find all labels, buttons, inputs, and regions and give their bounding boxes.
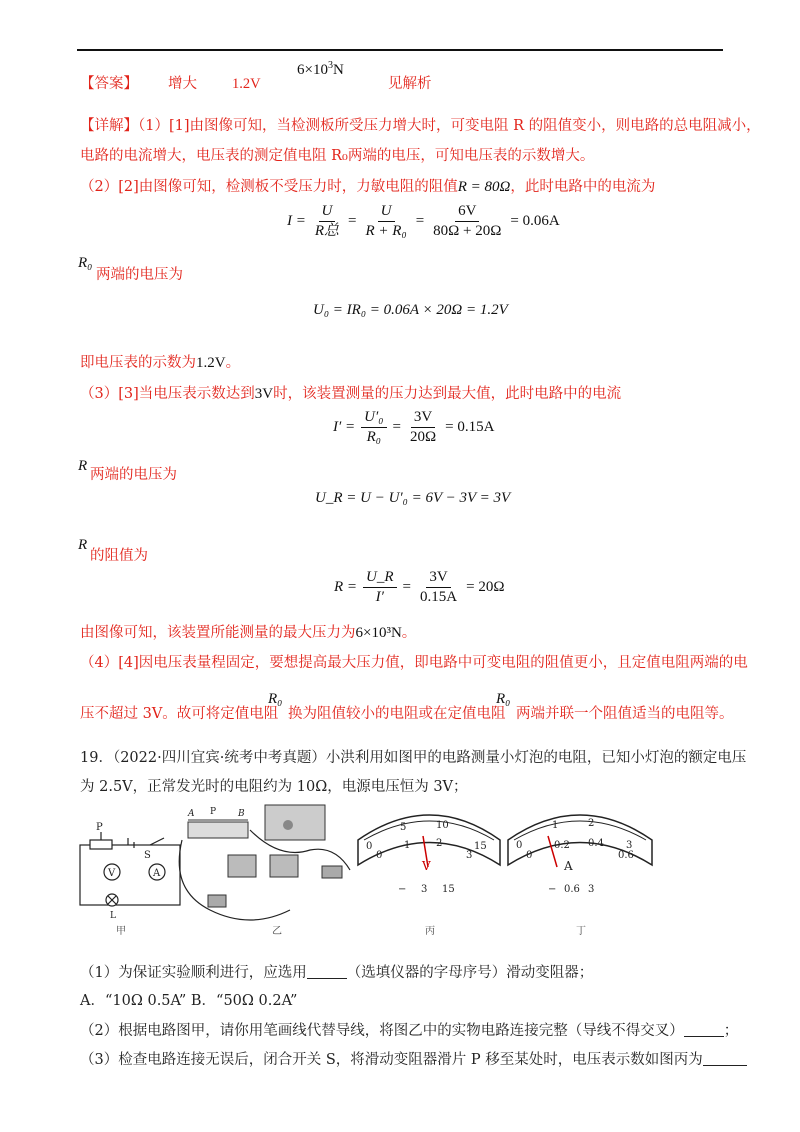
- r-resistance-text: 的阻值为: [90, 548, 148, 564]
- amp-scale-bottom-02: 0.2: [554, 840, 570, 851]
- amp-scale-top-3: 3: [626, 840, 633, 851]
- r0-symbol-a: R₀: [268, 691, 283, 707]
- volt-terminal-minus: −: [398, 884, 407, 895]
- q19-part1-blank[interactable]: [307, 964, 347, 979]
- circuit-label-s: S: [144, 850, 151, 861]
- fig-label-yi: 乙: [272, 926, 282, 937]
- volt-scale-bottom-1: 1: [404, 840, 411, 851]
- detail-p4-line2: 压不超过 3V。故可将定值电阻: [80, 706, 279, 722]
- amp-terminal-3: 3: [588, 884, 595, 895]
- detail-p1-line2: 电路的电流增大，电压表的测定值电阻 R₀两端的电压，可知电压表的示数增大。: [80, 148, 595, 164]
- circuit-label-v: V: [108, 868, 116, 879]
- equation-resistance: R = $\frac{U\_R}{I'}$ = $\frac{3V}{0.15A}$ = 20Ω: [334, 569, 505, 605]
- r-symbol-2: R: [78, 537, 88, 553]
- answer-4: 见解析: [388, 76, 432, 92]
- fig-label-jia: 甲: [116, 926, 126, 937]
- circuit-diagram-jia: [80, 832, 180, 906]
- answer-2: 1.2V: [232, 76, 261, 92]
- volt-unit: V: [422, 859, 431, 873]
- circuit-label-l: L: [110, 911, 116, 921]
- fig-label-ding: 丁: [576, 926, 586, 937]
- amp-unit: A: [564, 859, 573, 873]
- equation-u0: U₀ = IR₀ = 0.06A × 20Ω = 1.2V: [313, 302, 508, 318]
- r-voltage-text: 两端的电压为: [90, 467, 177, 483]
- detail-p1-line1: 【详解】（1）[1]由图像可知，当检测板所受压力增大时，可变电阻 R 的阻值变小，则电路的总电阻减小，: [80, 118, 761, 134]
- circuit-label-p: P: [96, 822, 103, 833]
- device-label-b: B: [238, 809, 245, 819]
- q19-line1: 19．（2022·四川宜宾·统考中考真题）小洪利用如图甲的电路测量小灯泡的电阻，已知小灯泡的额定电压: [80, 750, 747, 766]
- volt-scale-bottom-3: 3: [466, 850, 473, 861]
- detail-p2-line1: （2）[2]由图像可知，检测板不受压力时，力敏电阻的阻值R = 80Ω，此时电路中的电流为: [80, 179, 656, 195]
- amp-scale-bottom-04: 0.4: [588, 838, 604, 849]
- amp-scale-top-0: 0: [516, 840, 523, 851]
- equation-current: I = $\frac{U}{\text{R总}}$ = $\frac{U}{\text{R + R₀}}$ = $\frac{6V}{80\Omega + 20\Omega}$ = 0.06A: [287, 203, 560, 239]
- fig-label-bing: 丙: [425, 926, 435, 937]
- answer-label: 【答案】: [80, 76, 138, 92]
- volt-scale-top-0: 0: [366, 841, 373, 852]
- volt-terminal-3: 3: [421, 884, 428, 895]
- equation-ur: U_R = U − U′₀ = 6V − 3V = 3V: [315, 490, 511, 506]
- q19-part2: （2）根据电路图甲，请你用笔画线代替导线，将图乙中的实物电路连接完整（导线不得交叉） ；: [80, 1023, 739, 1039]
- detail-p3-line1: （3）[3]当电压表示数达到3V时，该装置测量的压力达到最大值，此时电路中的电流: [80, 386, 622, 402]
- q19-part3: （3）检查电路连接无误后，闭合开关 S，将滑动变阻器滑片 P 移至某处时，电压表示数如图丙为: [80, 1050, 747, 1070]
- detail-p3-end: 由图像可知，该装置所能测量的最大压力为6×10³N。: [80, 625, 417, 641]
- amp-terminal-06: 0.6: [564, 884, 580, 895]
- q19-part2-blank[interactable]: [684, 1022, 724, 1037]
- physical-circuit-yi: [179, 805, 350, 920]
- detail-p2-end: 即电压表的示数为1.2V。: [80, 355, 241, 371]
- volt-scale-top-10: 10: [436, 820, 449, 831]
- q19-part1: （1）为保证实验顺利进行，应选用 （选填仪器的字母序号）滑动变阻器；: [80, 965, 594, 981]
- q19-figures: [60, 800, 740, 940]
- volt-scale-top-15: 15: [474, 841, 487, 852]
- device-label-p: P: [210, 807, 217, 817]
- detail-p4-line1: （4）[4]因电压表量程固定，要想提高最大压力值，即电路中可变电阻的阻值更小，且定值电阻两端的电: [80, 655, 748, 671]
- detail-p4-line2-b: 换为阻值较小的电阻或在定值电阻: [288, 706, 506, 722]
- equation-current-max: I′ = $\frac{\text{U′₀}}{\text{R₀}}$ = $\frac{3V}{20\Omega}$ = 0.15A: [333, 409, 495, 445]
- amp-scale-bottom-0: 0: [526, 850, 533, 861]
- amp-scale-bottom-06: 0.6: [618, 850, 634, 861]
- detail-p4-line2-c: 两端并联一个阻值适当的电阻等。: [516, 706, 734, 722]
- device-label-a: A: [188, 809, 195, 819]
- amp-terminal-minus: −: [548, 884, 557, 895]
- amp-scale-top-2: 2: [588, 818, 595, 829]
- answer-1: 增大: [168, 76, 197, 92]
- q19-part1-options: A．“10Ω 0.5A” B．“50Ω 0.2A”: [80, 993, 298, 1009]
- answer-3: $6\times 10^3N$: [297, 60, 344, 78]
- amp-scale-top-1: 1: [552, 820, 559, 831]
- q19-line2: 为 2.5V，正常发光时的电阻约为 10Ω，电源电压恒为 3V；: [80, 779, 468, 795]
- volt-scale-bottom-0: 0: [376, 850, 383, 861]
- r0-voltage-text: 两端的电压为: [96, 267, 183, 283]
- header-rule: [77, 49, 723, 51]
- r0-symbol: R₀: [78, 255, 93, 271]
- volt-terminal-15: 15: [442, 884, 455, 895]
- r-symbol: R: [78, 458, 88, 474]
- volt-scale-top-5: 5: [400, 822, 407, 833]
- q19-part3-blank[interactable]: [703, 1051, 747, 1066]
- circuit-label-a: A: [153, 868, 161, 879]
- volt-scale-bottom-2: 2: [436, 838, 443, 849]
- r0-symbol-b: R₀: [496, 691, 511, 707]
